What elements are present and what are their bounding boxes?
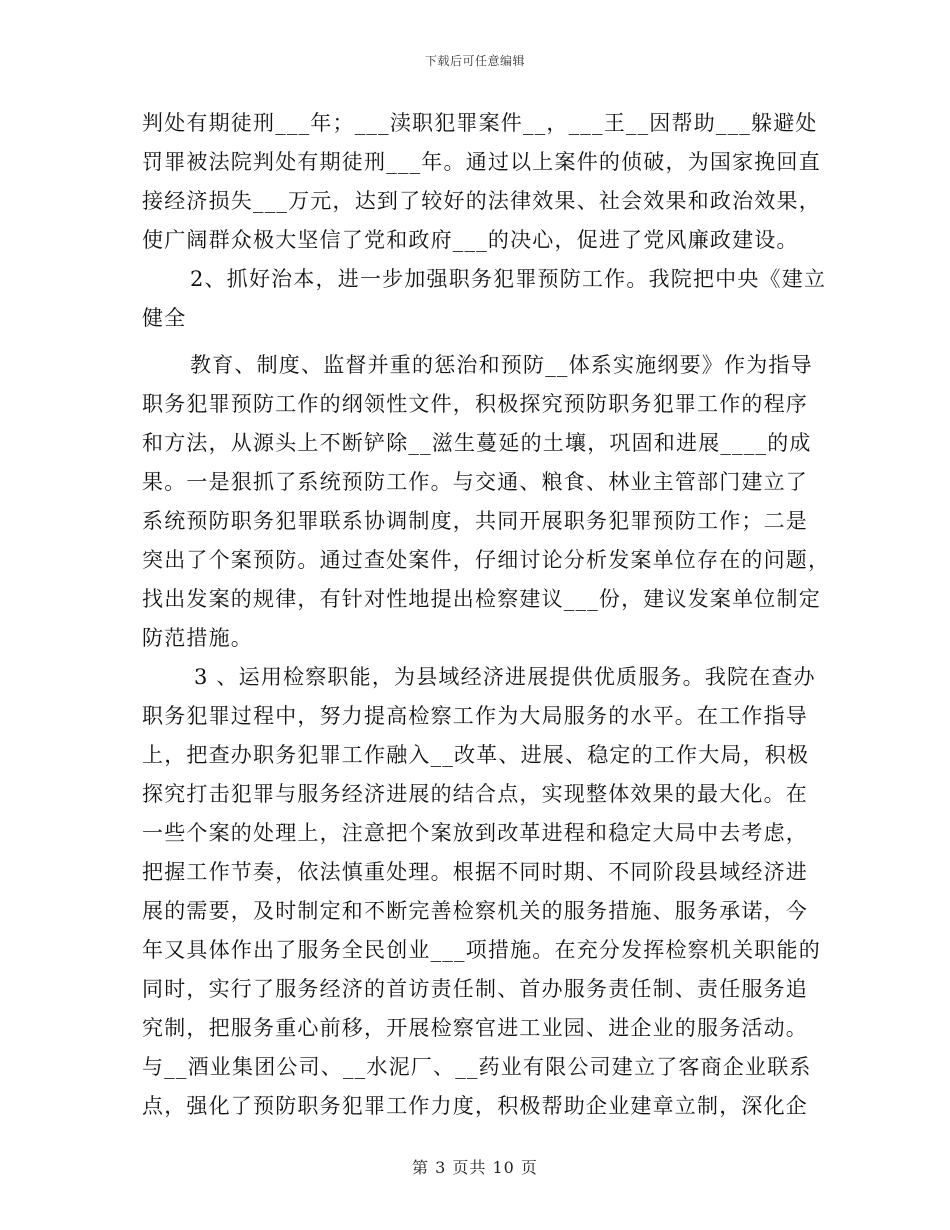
- section-heading-line: 2、抓好治本，进一步加强职务犯罪预防工作。我院把中央《建立: [190, 267, 827, 291]
- text-line: 系统预防职务犯罪联系协调制度，共同开展职务犯罪预防工作；二是: [142, 509, 808, 533]
- document-body: [142, 104, 831, 1126]
- text-line: 罚罪被法院判处有期徒刑___年。通过以上案件的侦破，为国家挽回直: [142, 150, 821, 174]
- page-number-footer: 第 3 页共 10 页: [412, 1158, 538, 1177]
- text-line: 与__酒业集团公司、__水泥厂、__药业有限公司建立了客商企业联系: [142, 1055, 812, 1079]
- text-line: 展的需要，及时制定和不断完善检察机关的服务措施、服务承诺，今: [142, 899, 808, 923]
- text-line: 果。一是狠抓了系统预防工作。与交通、粮食、林业主管部门建立了: [142, 470, 808, 494]
- text-line: 一些个案的处理上，注意把个案放到改革进程和稳定大局中去考虑，: [142, 821, 808, 845]
- text-line: 上，把查办职务犯罪工作融入__改革、进展、稳定的工作大局，积极: [142, 743, 810, 767]
- text-line: 年又具体作出了服务全民创业___项措施。在充分发挥检察机关职能的: [142, 938, 821, 962]
- text-line: 防范措施。: [142, 626, 253, 650]
- text-line: 找出发案的规律，有针对性地提出检察建议___份，建议发案单位制定: [142, 587, 821, 611]
- text-line: 点，强化了预防职务犯罪工作力度，积极帮助企业建章立制，深化企: [142, 1094, 808, 1118]
- text-line: 接经济损失___万元，达到了较好的法律效果、社会效果和政治效果，: [142, 189, 821, 213]
- paragraph-start-line: 教育、制度、监督并重的惩治和预防__体系实施纲要》作为指导: [190, 353, 813, 377]
- text-line: 健全: [142, 306, 187, 330]
- text-line: 把握工作节奏，依法慎重处理。根据不同时期、不同阶段县域经济进: [142, 860, 808, 884]
- text-line: 判处有期徒刑___年；___渎职犯罪案件__，___王__因帮助___躲避处: [142, 111, 818, 135]
- page-header-note: 下载后可任意编辑: [424, 54, 525, 68]
- section-heading-line: 3 、运用检察职能，为县域经济进展提供优质服务。我院在查办: [194, 665, 816, 689]
- text-line: 同时，实行了服务经济的首访责任制、首办服务责任制、责任服务追: [142, 977, 808, 1001]
- text-line: 职务犯罪预防工作的纲领性文件，积极探究预防职务犯罪工作的程序: [142, 392, 808, 416]
- text-line: 探究打击犯罪与服务经济进展的结合点，实现整体效果的最大化。在: [142, 782, 808, 806]
- text-line: 突出了个案预防。通过查处案件，仔细讨论分析发案单位存在的问题，: [142, 548, 831, 572]
- text-line: 职务犯罪过程中，努力提高检察工作为大局服务的水平。在工作指导: [142, 704, 808, 728]
- text-line: 使广阔群众极大坚信了党和政府___的决心，促进了党风廉政建设。: [142, 228, 799, 252]
- text-line: 究制，把服务重心前移，开展检察官进工业园、进企业的服务活动。: [142, 1016, 808, 1040]
- text-line: 和方法，从源头上不断铲除__滋生蔓延的土壤，巩固和进展____的成: [142, 431, 812, 455]
